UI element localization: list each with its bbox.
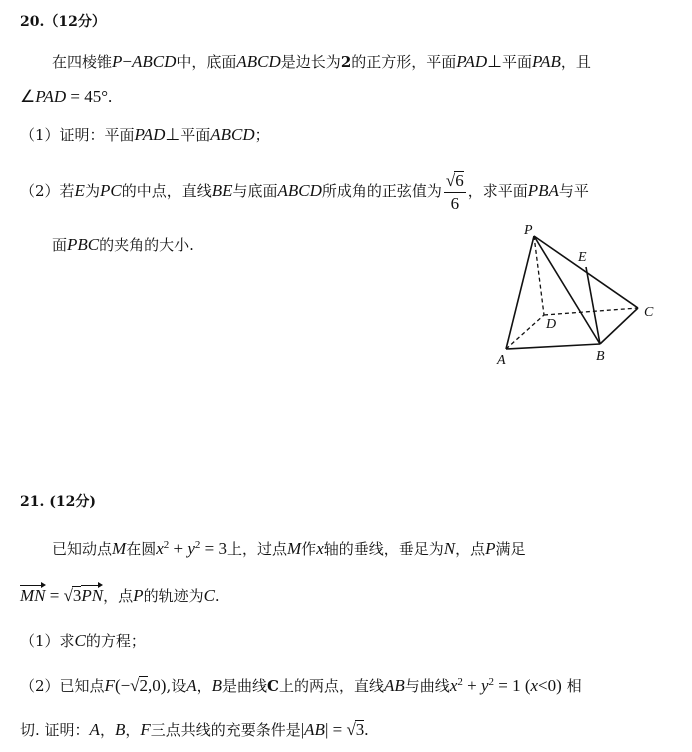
edge-PA bbox=[506, 236, 534, 349]
q20-part2-line2: 面PBC的夹角的大小. bbox=[52, 235, 194, 254]
q20-stem-text-1: 在四棱锥 bbox=[52, 53, 113, 71]
q20-part2-line1: （2）若E为PC的中点，直线BE与底面ABCD所成角的正弦值为 $\frac{√6}{6}$ ，求平面PBA与平 bbox=[20, 170, 589, 213]
label-A: A bbox=[497, 353, 506, 368]
label-E: E bbox=[578, 250, 587, 265]
label-P: P bbox=[524, 223, 533, 238]
q21-part2-line1: （2）已知点F(−√2,0),设A，B是曲线C上的两点，直线AB与曲线$x^2 + y^2 = 1$ (x<0) 相 bbox=[20, 676, 582, 695]
edge-DC bbox=[544, 308, 638, 315]
vector-MN: MN bbox=[20, 586, 46, 605]
edge-PD bbox=[534, 236, 544, 315]
label-D: D bbox=[546, 317, 557, 332]
label-C: C bbox=[644, 305, 654, 320]
fraction-numerator: √6 bbox=[444, 170, 466, 193]
fraction-denominator: 6 bbox=[450, 193, 460, 213]
q21-part1: （1）求C的方程； bbox=[20, 631, 146, 650]
edge-AB bbox=[506, 344, 600, 349]
sine-fraction bbox=[444, 170, 466, 215]
edge-AD bbox=[506, 315, 544, 349]
edge-PC bbox=[534, 236, 638, 308]
q20-stem-line2: ∠PAD = 45°. bbox=[20, 87, 113, 106]
edge-BC bbox=[600, 308, 638, 344]
q21-stem-line1: 已知动点M在圆$x^2 + y^2 = 3$上，过点M作x轴的垂线，垂足为N，点P满足 bbox=[52, 539, 526, 558]
q21-part2-line2: 切. 证明：A，B，F三点共线的充要条件是|AB| = √3. bbox=[20, 720, 369, 739]
q20-stem-line1: 在四棱锥P−ABCD中，底面ABCD是边长为2的正方形，平面PAD⊥平面PAB，且 bbox=[52, 52, 591, 71]
vector-PN: PN bbox=[81, 586, 104, 605]
q20-heading: 20.（12分） bbox=[20, 14, 106, 30]
q21-stem-line2: MN = √3PN，点P的轨迹为C. bbox=[20, 586, 220, 605]
label-B: B bbox=[596, 349, 605, 364]
q20-part1: （1）证明：平面PAD⊥平面ABCD； bbox=[20, 125, 270, 144]
q21-heading: 21. (12分) bbox=[20, 494, 96, 510]
pyramid-figure bbox=[490, 215, 670, 375]
